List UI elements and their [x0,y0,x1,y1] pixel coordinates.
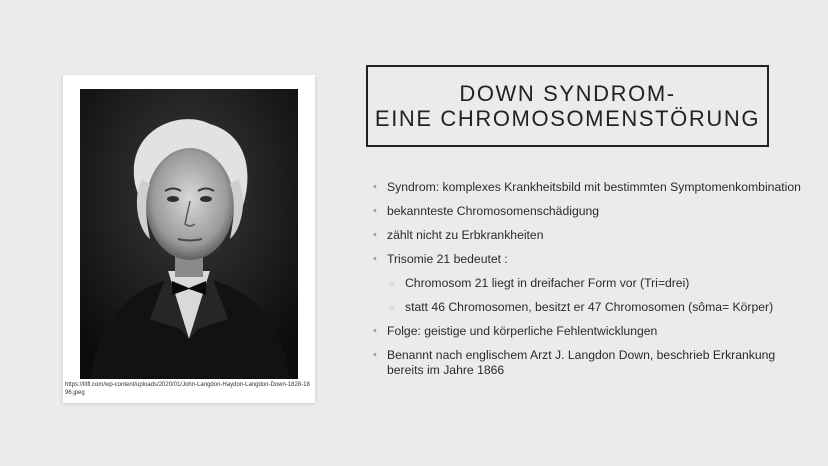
portrait-photo [80,89,298,379]
bullet-text: bekannteste Chromosomenschädigung [387,204,600,218]
portrait-illustration [80,89,298,379]
bullet-text: Folge: geistige und körperliche Fehlentwicklungen [387,324,658,338]
bullet-item [373,204,813,219]
sub-bullet-item [373,276,813,291]
bullet-text: Chromosom 21 liegt in dreifacher Form vor (Tri=drei) [405,276,690,290]
bullet-dot-icon: • [373,205,377,217]
bullet-item [373,324,813,339]
image-source-caption: https://litfl.com/wp-content/uploads/2020/01/John-Langdon-Haydon-Langdon-Down-1828-1896.jpeg [65,382,310,396]
hollow-circle-icon: ○ [389,303,395,313]
title-box [366,65,769,147]
bullet-text: Syndrom: komplexes Krankheitsbild mit bestimmten Symptomenkombination [387,180,801,194]
bullet-dot-icon: • [373,229,377,241]
bullet-item [373,180,813,195]
sub-bullet-item [373,300,813,315]
bullet-text: Benannt nach englischem Arzt J. Langdon Down, beschrieb Erkrankung bereits im Jahre 1866 [387,348,776,377]
bullet-item [373,348,813,378]
hollow-circle-icon: ○ [389,279,395,289]
bullet-dot-icon: • [373,325,377,337]
bullet-item [373,252,813,267]
title-line-1: DOWN SYNDROM- [459,81,676,106]
title-line-2: EINE CHROMOSOMENSTÖRUNG [374,106,761,131]
bullet-item [373,228,813,243]
bullet-dot-icon: • [373,349,377,361]
bullet-list [373,180,813,387]
bullet-text: statt 46 Chromosomen, besitzt er 47 Chromosomen (sôma= Körper) [405,300,774,314]
bullet-dot-icon: • [373,253,377,265]
bullet-dot-icon: • [373,181,377,193]
photo-card [63,75,315,403]
bullet-text: zählt nicht zu Erbkrankheiten [387,228,544,242]
bullet-text: Trisomie 21 bedeutet : [387,252,508,266]
